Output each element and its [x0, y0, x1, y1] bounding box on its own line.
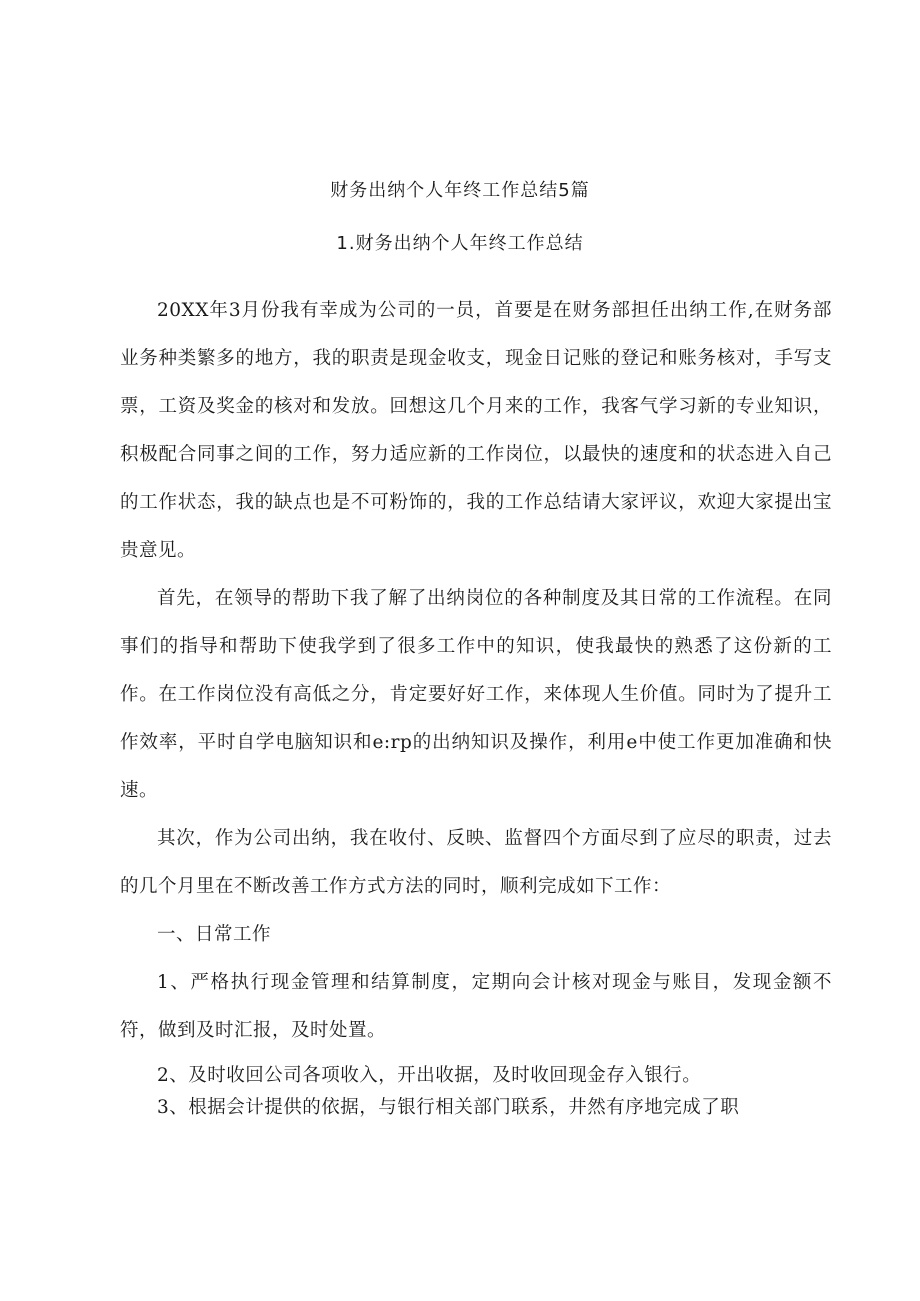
section-title: 1.财务出纳个人年终工作总结 [336, 233, 584, 254]
paragraph-second: 其次，作为公司出纳，我在收付、反映、监督四个方面尽到了应尽的职责，过去的几个月里在不断改善工作方式方法的同时，顺利完成如下工作： [120, 827, 832, 897]
document-title: 财务出纳个人年终工作总结5篇 [330, 180, 590, 201]
list-item-1: 1、严格执行现金管理和结算制度，定期向会计核对现金与账目，发现金额不符，做到及时汇报，及时处置。 [120, 971, 832, 1041]
heading-daily-work: 一、日常工作 [157, 923, 272, 945]
list-item-2: 2、及时收回公司各项收入，开出收据，及时收回现金存入银行。 [157, 1064, 702, 1086]
paragraph-first: 首先，在领导的帮助下我了解了出纳岗位的各种制度及其日常的工作流程。在同事们的指导和帮助下使我学到了很多工作中的知识，使我最快的熟悉了这份新的工作。在工作岗位没有高低之分，肯定要好好工作，来体现人生价值。同时为了提升工作效率，平时自学电脑知识和e:rp的出纳知识及操作，利用e中使工作更加准确和快速。 [120, 587, 832, 801]
list-item-3: 3、根据会计提供的依据，与银行相关部门联系，井然有序地完成了职 [157, 1096, 740, 1118]
paragraph-intro: 20XX年3月份我有幸成为公司的一员，首要是在财务部担任出纳工作,在财务部业务种类繁多的地方，我的职责是现金收支，现金日记账的登记和账务核对，手写支票，工资及奖金的核对和发放。回想这几个月来的工作，我客气学习新的专业知识，积极配合同事之间的工作，努力适应新的工作岗位，以最快的速度和的状态进入自己的工作状态，我的缺点也是不可粉饰的，我的工作总结请大家评议，欢迎大家提出宝贵意见。 [120, 299, 832, 561]
